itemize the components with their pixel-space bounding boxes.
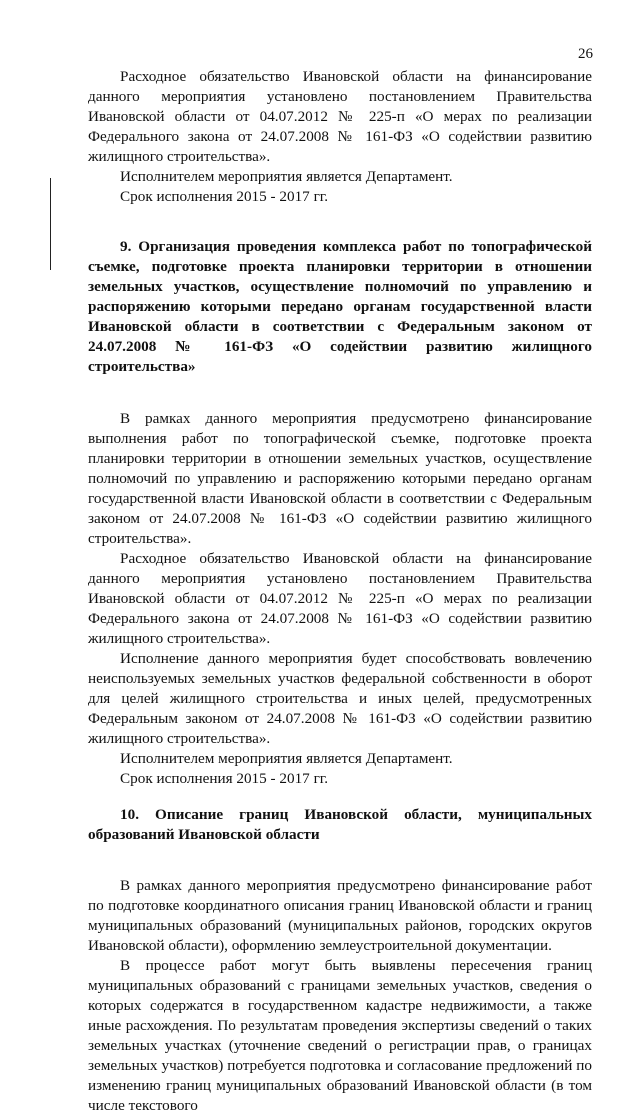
section-heading-9: 9. Организация проведения комплекса работ по топографической съемке, подготовке проекта планировки территории в отношении земельных участков, осуществление полномочий по управлению и распоряжению которыми передано органам государственной власти Ивановской области в соответствии с Федеральным законом от 24.07.2008 № 161-ФЗ «О содействии развитию жилищного строительства» (88, 238, 592, 375)
page-number: 26 (578, 46, 593, 62)
paragraph-section-9-executor: Исполнителем мероприятия является Департамент. (120, 750, 453, 767)
paragraph-executor: Исполнителем мероприятия является Департамент. (120, 168, 453, 185)
paragraph-deadline: Срок исполнения 2015 - 2017 гг. (120, 188, 329, 205)
paragraph-expense-obligation: Расходное обязательство Ивановской области на финансирование данного мероприятия установлено постановлением Правительства Ивановской области от 04.07.2012 № 225-п «О мерах по реализации Федерального закона от 24.07.2008 № 161-ФЗ «О содействии развитию жилищного строительства». (88, 68, 592, 165)
paragraph-section-9-deadline: Срок исполнения 2015 - 2017 гг. (120, 770, 329, 787)
section-heading-10: 10. Описание границ Ивановской области, муниципальных образований Ивановской области (88, 806, 592, 843)
margin-mark (50, 178, 51, 270)
paragraph-section-10-process: В процессе работ могут быть выявлены пересечения границ муниципальных образований с границами земельных участков, сведения о которых содержатся в государственном кадастре недвижимости, а также иные расхождения. По результатам проведения экспертизы сведений о таких земельных участках (уточнение сведений о регистрации прав, о границах земельных участков) потребуется подготовка и согласование предложений по изменению границ муниципальных образований Ивановской области (в том числе текстового (88, 957, 592, 1114)
paragraph-section-10-description: В рамках данного мероприятия предусмотрено финансирование работ по подготовке координатного описания границ Ивановской области и границ муниципальных образований (муниципальных районов, городских округов Ивановской области), оформлению землеустроительной документации. (88, 877, 592, 954)
paragraph-section-9-effect: Исполнение данного мероприятия будет способствовать вовлечению неиспользуемых земельных участков федеральной собственности в оборот для целей жилищного строительства и иных целей, предусмотренных Федеральным законом от 24.07.2008 № 161-ФЗ «О содействии развитию жилищного строительства». (88, 650, 592, 747)
paragraph-section-9-description: В рамках данного мероприятия предусмотрено финансирование выполнения работ по топографической съемке, подготовке проекта планировки территории в отношении земельных участков, осуществление полномочий по управлению и распоряжению которыми передано органам государственной власти Ивановской области в соответствии с Федеральным законом от 24.07.2008 № 161-ФЗ «О содействии развитию жилищного строительства». (88, 410, 592, 547)
paragraph-section-9-expense-obligation: Расходное обязательство Ивановской области на финансирование данного мероприятия установлено постановлением Правительства Ивановской области от 04.07.2012 № 225-п «О мерах по реализации Федерального закона от 24.07.2008 № 161-ФЗ «О содействии развитию жилищного строительства». (88, 550, 592, 647)
document-body (88, 67, 592, 1116)
